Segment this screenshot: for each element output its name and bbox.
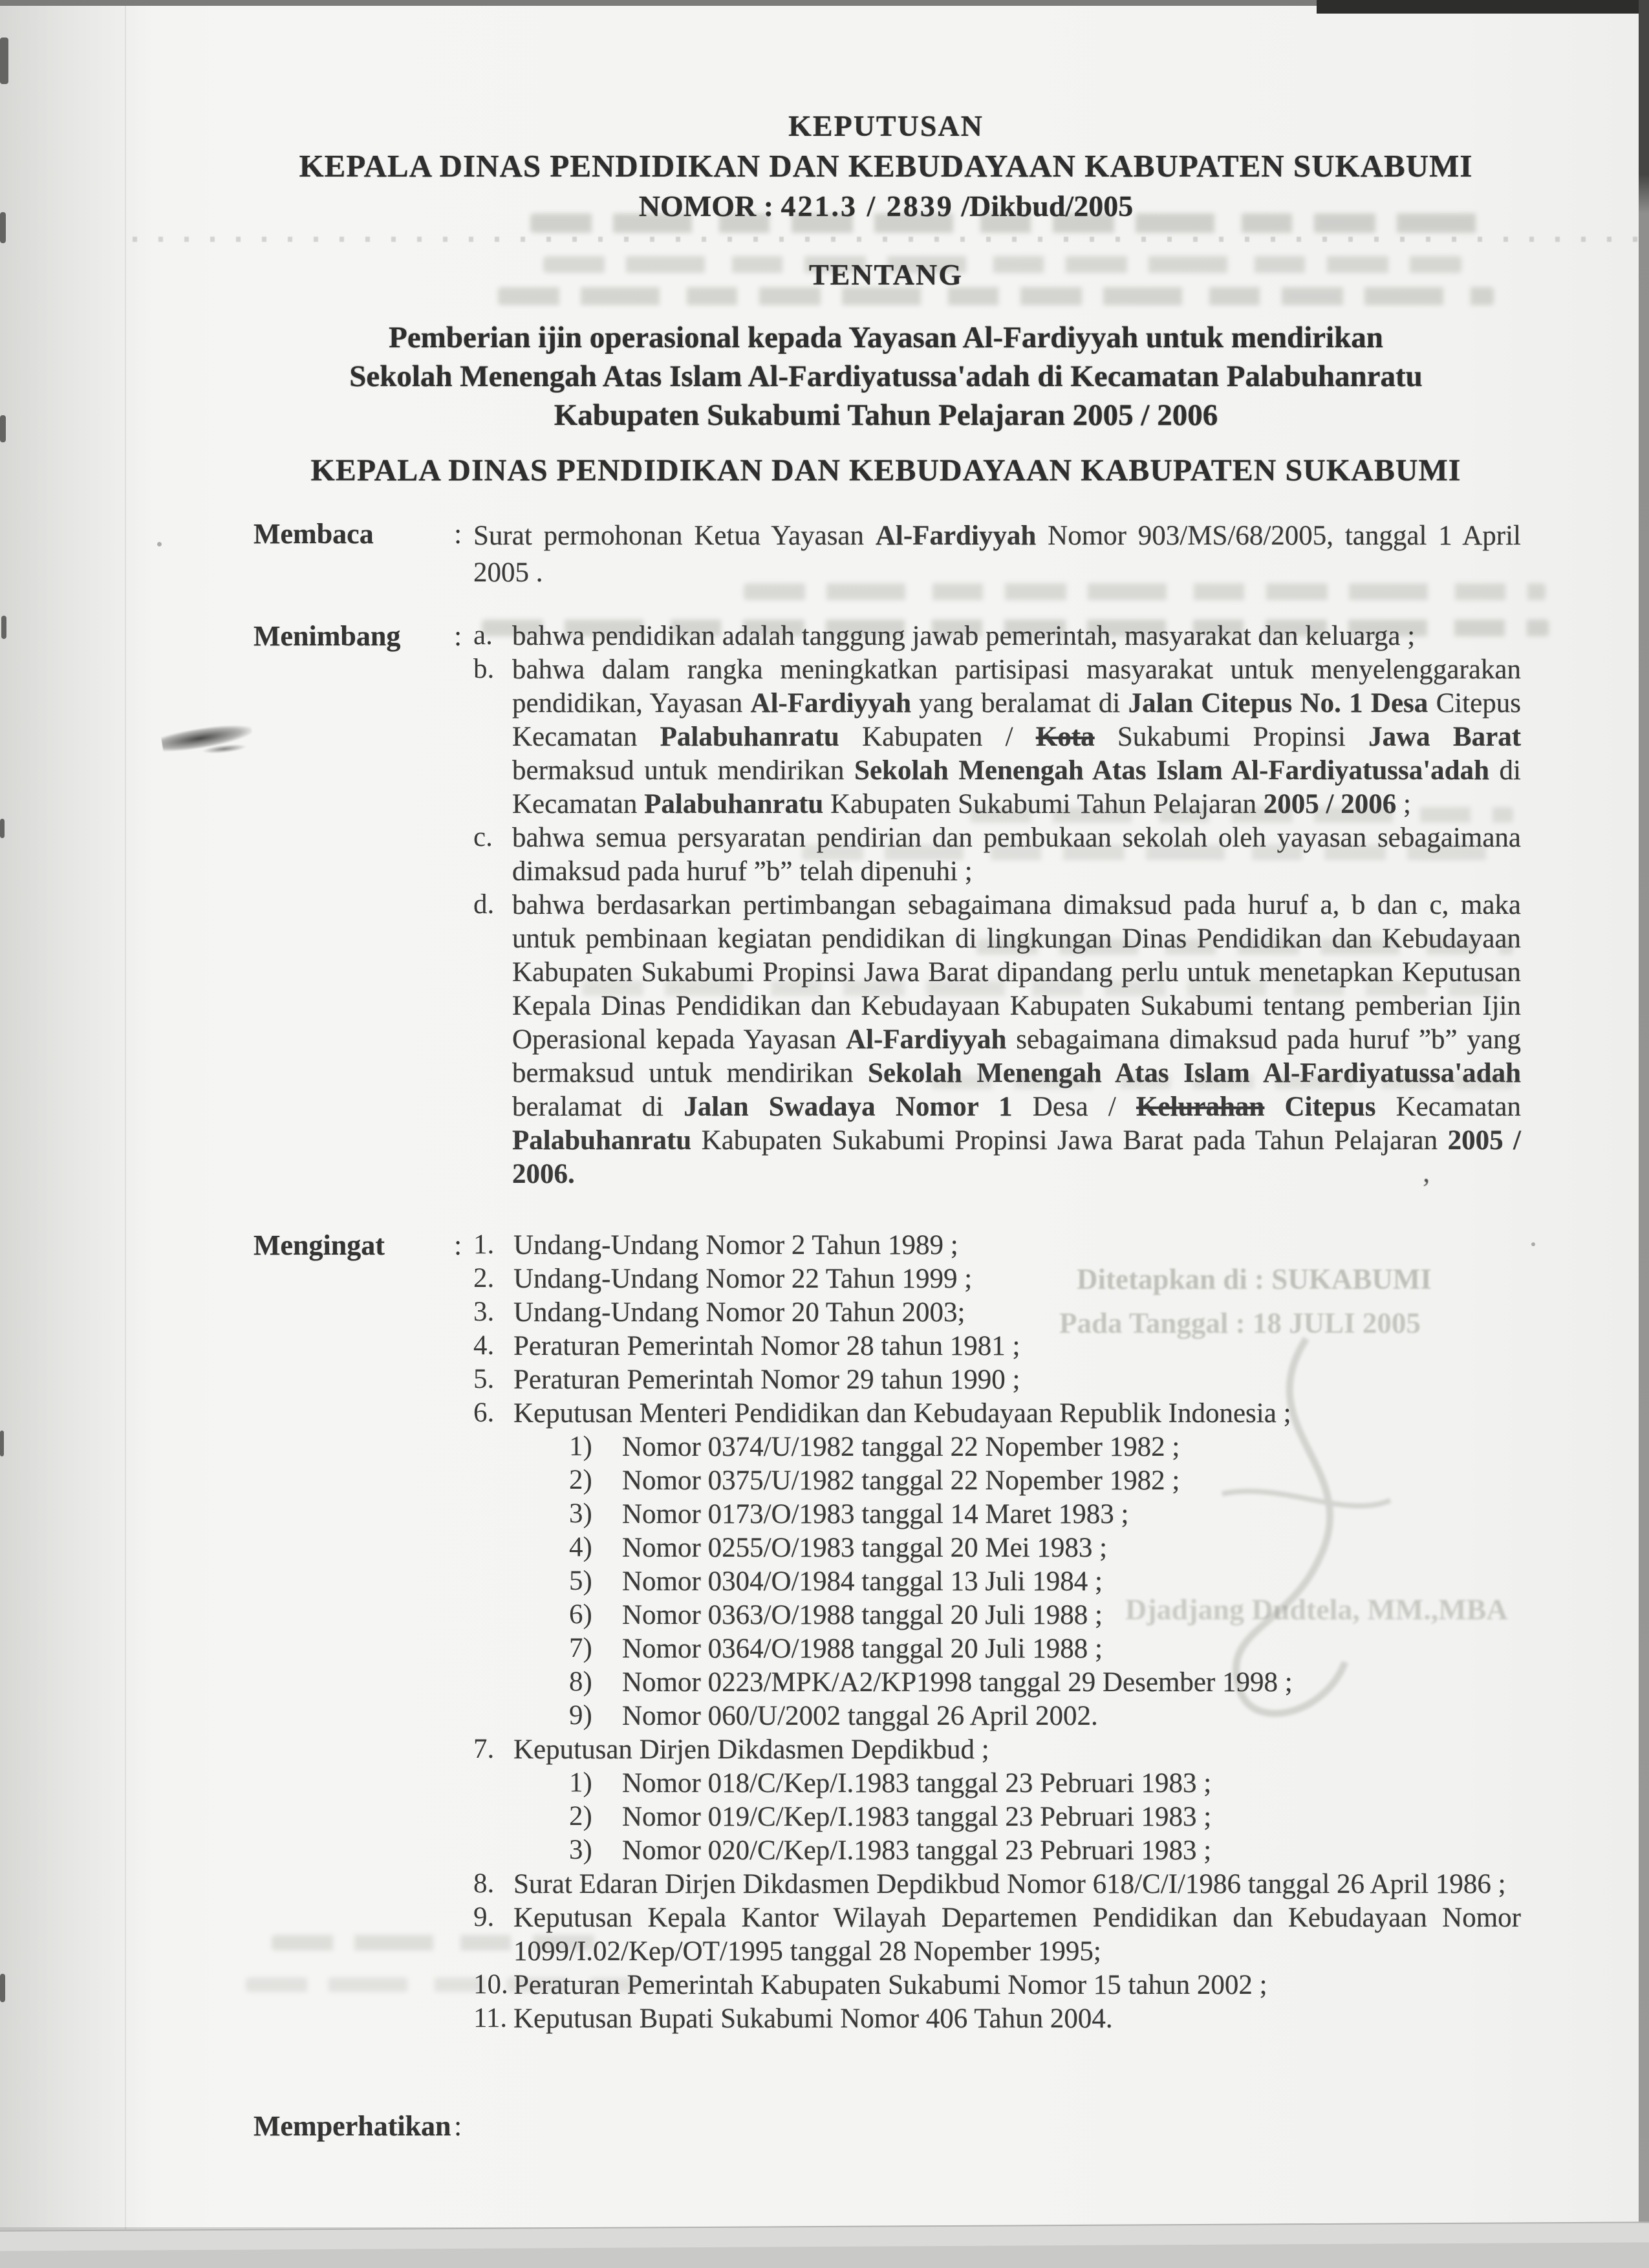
section-items bbox=[473, 620, 1521, 1191]
item-marker: c. bbox=[473, 822, 493, 852]
paragraph bbox=[513, 1262, 972, 1296]
section-colon: : bbox=[454, 1229, 462, 1261]
paragraph bbox=[512, 620, 1415, 653]
text-segment: Jawa Barat bbox=[1368, 722, 1522, 752]
text-segment: Keputusan Dirjen Dikdasmen Depdikbud ; bbox=[513, 1734, 989, 1765]
subject-line: Sekolah Menengah Atas Islam Al-Fardiyatussa'adah di Kecamatan Palabuhanratu bbox=[349, 360, 1423, 393]
text-segment: Kabupaten Sukabumi Propinsi Jawa Barat pada Tahun Pelajaran bbox=[691, 1125, 1448, 1156]
text-segment: bahwa berdasarkan pertimbangan sebagaimana dimaksud pada huruf a, b dan c, maka untuk pembinaan kegiatan pendidikan di lingkungan Dinas Pendidikan dan Kebudayaan Kabupaten Sukabumi Propinsi Jawa Barat dipandang perlu untuk menetapkan Keputusan Kepala Dinas Pendidikan dan Kebudayaan Kabupaten Sukabumi tentang pemberian Ijin Operasional kepada Yayasan bbox=[512, 890, 1521, 1055]
text-segment: Desa / bbox=[1012, 1092, 1137, 1122]
paragraph bbox=[622, 1431, 1180, 1464]
doc-number-value: 421.3 / 2839 bbox=[781, 189, 954, 222]
text-segment: Kelurahan bbox=[1136, 1092, 1265, 1122]
section-colon: : bbox=[454, 518, 462, 550]
text-segment: Peraturan Pemerintah Nomor 28 tahun 1981 ; bbox=[513, 1331, 1020, 1361]
item-marker: 1. bbox=[473, 1229, 495, 1260]
paragraph bbox=[622, 1666, 1293, 1700]
section-label: Membaca bbox=[253, 518, 374, 550]
text-segment: sebagaimana dimaksud pada huruf ”b” yang bermaksud untuk mendirikan bbox=[512, 1024, 1522, 1088]
text-segment: Nomor 0364/O/1988 tanggal 20 Juli 1988 ; bbox=[622, 1634, 1103, 1664]
paragraph bbox=[513, 2002, 1113, 2036]
list-item bbox=[473, 1229, 1521, 1262]
text-segment: Undang-Undang Nomor 20 Tahun 2003; bbox=[513, 1297, 965, 1328]
paragraph-row bbox=[473, 517, 1521, 591]
text-segment: Sukabumi Propinsi bbox=[1094, 722, 1369, 752]
section-items bbox=[473, 1229, 1521, 2036]
scanner-edge-top-right bbox=[1317, 0, 1649, 14]
text-segment: Nomor 019/C/Kep/I.1983 tanggal 23 Pebruari 1983 ; bbox=[622, 1802, 1212, 1832]
paragraph bbox=[513, 1969, 1267, 2002]
item-marker: 5) bbox=[569, 1566, 592, 1596]
doc-number-suffix: /Dikbud/2005 bbox=[953, 189, 1134, 222]
doc-number-line bbox=[126, 189, 1646, 223]
authority-heading: KEPALA DINAS PENDIDIKAN DAN KEBUDAYAAN KABUPATEN SUKABUMI bbox=[310, 453, 1461, 488]
text-segment: Peraturan Pemerintah Nomor 29 tahun 1990 ; bbox=[513, 1365, 1020, 1395]
paragraph bbox=[513, 1229, 958, 1262]
text-segment: yang beralamat di bbox=[911, 688, 1128, 718]
bleedthrough-tanggal: Pada Tanggal : 18 JULI 2005 bbox=[1059, 1307, 1421, 1339]
list-item bbox=[473, 1969, 1521, 2002]
text-segment: beralamat di bbox=[512, 1092, 684, 1122]
list-item bbox=[473, 653, 1521, 821]
paragraph bbox=[513, 1901, 1521, 1969]
text-segment: bermaksud untuk mendirikan bbox=[512, 755, 855, 786]
text-segment: Kota bbox=[1035, 722, 1095, 752]
item-marker: 6) bbox=[569, 1599, 592, 1630]
text-segment: Al-Fardiyyah bbox=[846, 1024, 1007, 1055]
list-item bbox=[473, 889, 1521, 1191]
paragraph bbox=[622, 1834, 1211, 1868]
list-item bbox=[473, 1767, 1521, 1800]
list-item bbox=[473, 1464, 1521, 1498]
section-menimbang bbox=[253, 620, 1521, 1191]
item-marker: d. bbox=[473, 889, 495, 920]
text-segment: Kecamatan bbox=[1375, 1092, 1521, 1122]
text-segment: bahwa semua persyaratan pendirian dan pembukaan sekolah oleh yayasan sebagaimana dimaksud pada huruf ”b” telah dipenuhi ; bbox=[512, 823, 1521, 887]
subject-line: Kabupaten Sukabumi Tahun Pelajaran 2005 / 2006 bbox=[554, 398, 1218, 432]
item-marker: 9. bbox=[473, 1902, 495, 1932]
item-marker: 4. bbox=[473, 1330, 495, 1361]
paragraph bbox=[513, 1363, 1020, 1397]
paragraph bbox=[513, 1330, 1020, 1363]
item-marker: 7. bbox=[473, 1734, 495, 1764]
item-marker: 3) bbox=[569, 1835, 592, 1865]
paragraph bbox=[622, 1464, 1180, 1498]
item-marker: 2) bbox=[569, 1801, 592, 1831]
text-segment: Palabuhanratu bbox=[512, 1125, 692, 1156]
scan-speck bbox=[1531, 1242, 1535, 1246]
list-item bbox=[473, 1599, 1521, 1632]
scanner-edge-mark bbox=[0, 38, 8, 84]
paragraph bbox=[512, 889, 1521, 1191]
text-segment: bahwa pendidikan adalah tanggung jawab pemerintah, masyarakat dan keluarga ; bbox=[512, 621, 1416, 651]
text-segment: Keputusan Bupati Sukabumi Nomor 406 Tahun 2004. bbox=[513, 2003, 1113, 2034]
text-segment: Nomor 0255/O/1983 tanggal 20 Mei 1983 ; bbox=[622, 1533, 1108, 1563]
text-segment: 2005 / 2006. bbox=[512, 1125, 1521, 1189]
list-item bbox=[473, 620, 1521, 653]
scan-speck bbox=[157, 542, 162, 546]
text-segment: Nomor 0375/U/1982 tanggal 22 Nopember 1982 ; bbox=[622, 1465, 1180, 1496]
list-item bbox=[473, 1800, 1521, 1834]
item-marker: 5. bbox=[473, 1364, 495, 1394]
paragraph bbox=[622, 1599, 1103, 1632]
text-segment bbox=[1264, 1092, 1284, 1122]
list-item bbox=[473, 1700, 1521, 1733]
text-segment: Al-Fardiyyah bbox=[875, 521, 1037, 551]
text-segment: 2005 / 2006 bbox=[1263, 789, 1397, 819]
text-segment: Nomor 0374/U/1982 tanggal 22 Nopember 1982 ; bbox=[622, 1432, 1180, 1462]
section-colon: : bbox=[454, 620, 462, 652]
text-segment: Sekolah Menengah Atas Islam Al-Fardiyatussa'adah bbox=[854, 755, 1490, 786]
text-segment: Nomor 018/C/Kep/I.1983 tanggal 23 Pebruari 1983 ; bbox=[622, 1768, 1212, 1798]
text-segment: Citepus Kecamatan bbox=[512, 688, 1521, 752]
text-segment: Nomor 060/U/2002 tanggal 26 April 2002. bbox=[622, 1701, 1098, 1731]
paragraph bbox=[513, 1296, 965, 1330]
bleedthrough-dotted-line bbox=[133, 237, 1639, 242]
item-marker: 8) bbox=[569, 1667, 592, 1697]
text-segment: Surat Edaran Dirjen Dikdasmen Depdikbud Nomor 618/C/I/1986 tanggal 26 April 1986 ; bbox=[513, 1869, 1506, 1899]
item-marker: b. bbox=[473, 654, 495, 684]
paragraph bbox=[622, 1700, 1098, 1733]
text-segment: Kabupaten Sukabumi Tahun Pelajaran bbox=[823, 789, 1264, 819]
text-segment: ; bbox=[1396, 789, 1411, 819]
section-label: Memperhatikan bbox=[253, 2110, 451, 2142]
list-item bbox=[473, 1901, 1521, 1969]
text-segment: Undang-Undang Nomor 22 Tahun 1999 ; bbox=[513, 1264, 973, 1294]
list-item bbox=[473, 2002, 1521, 2036]
doc-title: KEPUTUSAN bbox=[788, 109, 984, 142]
section-mengingat bbox=[253, 1229, 1521, 2036]
item-marker: 9) bbox=[569, 1700, 592, 1731]
paragraph bbox=[622, 1767, 1211, 1800]
text-segment: Al-Fardiyyah bbox=[750, 688, 911, 718]
text-segment: Keputusan Menteri Pendidikan dan Kebudayaan Republik Indonesia ; bbox=[513, 1398, 1291, 1429]
list-item bbox=[473, 1262, 1521, 1296]
list-item bbox=[473, 1363, 1521, 1397]
paragraph bbox=[473, 517, 1521, 591]
item-marker: 7) bbox=[569, 1633, 592, 1663]
list-item bbox=[473, 1666, 1521, 1700]
text-segment: Nomor 0363/O/1988 tanggal 20 Juli 1988 ; bbox=[622, 1600, 1103, 1630]
text-segment: Sekolah Menengah Atas Islam Al-Fardiyatussa'adah bbox=[868, 1058, 1521, 1088]
scanner-edge-mark bbox=[0, 1974, 5, 2002]
text-segment: Citepus bbox=[1284, 1092, 1376, 1122]
scanner-edge-right bbox=[1639, 0, 1649, 2268]
item-marker: 3. bbox=[473, 1297, 495, 1327]
text-segment: Nomor 903/MS/68/2005, tanggal 1 April 2005 . bbox=[473, 521, 1521, 588]
item-marker: 8. bbox=[473, 1868, 495, 1899]
list-item bbox=[473, 1834, 1521, 1868]
text-segment: bahwa dalam rangka meningkatkan partisipasi masyarakat untuk menyelenggarakan pendidikan, Yayasan bbox=[512, 654, 1521, 718]
paragraph bbox=[513, 1733, 989, 1767]
text-segment: Undang-Undang Nomor 2 Tahun 1989 ; bbox=[513, 1230, 958, 1260]
text-segment: di Kecamatan bbox=[512, 755, 1521, 819]
paragraph bbox=[622, 1531, 1107, 1565]
bleedthrough-ditetapkan: Ditetapkan di : SUKABUMI bbox=[1077, 1263, 1432, 1295]
text-segment: Nomor 0173/O/1983 tanggal 14 Maret 1983 ; bbox=[622, 1499, 1129, 1529]
section-items bbox=[473, 517, 1521, 591]
list-item bbox=[473, 1868, 1521, 1901]
paragraph bbox=[622, 1565, 1103, 1599]
text-segment: Nomor 020/C/Kep/I.1983 tanggal 23 Pebruari 1983 ; bbox=[622, 1835, 1212, 1866]
paragraph bbox=[622, 1632, 1103, 1666]
item-marker: 2) bbox=[569, 1465, 592, 1495]
subject-line: Pemberian ijin operasional kepada Yayasan Al-Fardiyyah untuk mendirikan bbox=[389, 321, 1383, 354]
paragraph bbox=[513, 1397, 1291, 1431]
paragraph bbox=[622, 1800, 1211, 1834]
item-marker: 1) bbox=[569, 1767, 592, 1798]
text-segment: Jalan Citepus No. 1 Desa bbox=[1128, 688, 1428, 718]
text-segment: Surat permohonan Ketua Yayasan bbox=[473, 521, 876, 551]
paragraph bbox=[512, 821, 1521, 889]
tentang-label: TENTANG bbox=[808, 258, 964, 291]
list-item bbox=[473, 1531, 1521, 1565]
section-label: Mengingat bbox=[253, 1229, 385, 1261]
section-label: Menimbang bbox=[253, 620, 401, 652]
subject-block bbox=[126, 318, 1646, 435]
item-marker: 4) bbox=[569, 1532, 592, 1562]
item-marker: 6. bbox=[473, 1398, 495, 1428]
text-segment: Nomor 0223/MPK/A2/KP1998 tanggal 29 Desember 1998 ; bbox=[622, 1667, 1293, 1698]
paragraph bbox=[622, 1498, 1128, 1531]
list-item bbox=[473, 1330, 1521, 1363]
text-segment: Peraturan Pemerintah Kabupaten Sukabumi Nomor 15 tahun 2002 ; bbox=[513, 1970, 1267, 2000]
scanner-edge-mark bbox=[0, 212, 6, 243]
list-item bbox=[473, 1733, 1521, 1767]
text-segment: Nomor 0304/O/1984 tanggal 13 Juli 1984 ; bbox=[622, 1566, 1103, 1597]
item-marker: 2. bbox=[473, 1263, 495, 1293]
stray-ink-mark: ’ bbox=[1421, 1172, 1431, 1204]
item-marker: 1) bbox=[569, 1431, 592, 1462]
scanner-edge-mark bbox=[1, 616, 6, 639]
section-colon: : bbox=[454, 2110, 462, 2142]
text-segment: Keputusan Kepala Kantor Wilayah Departemen Pendidikan dan Kebudayaan Nomor 1099/I.02/Kep/OT/1995 tanggal 28 Nopember 1995; bbox=[513, 1903, 1521, 1967]
paragraph bbox=[513, 1868, 1506, 1901]
paragraph bbox=[512, 653, 1521, 821]
item-marker: a. bbox=[473, 620, 493, 651]
list-item bbox=[473, 1498, 1521, 1531]
scanner-edge-mark bbox=[0, 819, 5, 838]
list-item bbox=[473, 1565, 1521, 1599]
text-segment: Palabuhanratu bbox=[644, 789, 824, 819]
list-item bbox=[473, 1431, 1521, 1464]
item-marker: 3) bbox=[569, 1498, 592, 1529]
doc-number-prefix: NOMOR : bbox=[638, 189, 781, 222]
list-item bbox=[473, 1296, 1521, 1330]
text-segment: Kabupaten / bbox=[839, 722, 1036, 752]
list-item bbox=[473, 1397, 1521, 1431]
item-marker: 10. bbox=[473, 1969, 508, 2000]
list-item bbox=[473, 1632, 1521, 1666]
list-item bbox=[473, 821, 1521, 889]
item-marker: 11. bbox=[473, 2003, 508, 2033]
text-segment: Palabuhanratu bbox=[660, 722, 839, 752]
section-membaca bbox=[253, 517, 1521, 591]
bleedthrough-signatory: Djadjang Dudtela, MM.,MBA bbox=[1125, 1593, 1508, 1626]
text-segment: Jalan Swadaya Nomor 1 bbox=[684, 1092, 1013, 1122]
scanner-edge-mark bbox=[0, 415, 6, 442]
scanner-edge-mark bbox=[0, 1431, 4, 1456]
doc-issuer-line: KEPALA DINAS PENDIDIKAN DAN KEBUDAYAAN KABUPATEN SUKABUMI bbox=[299, 148, 1473, 184]
